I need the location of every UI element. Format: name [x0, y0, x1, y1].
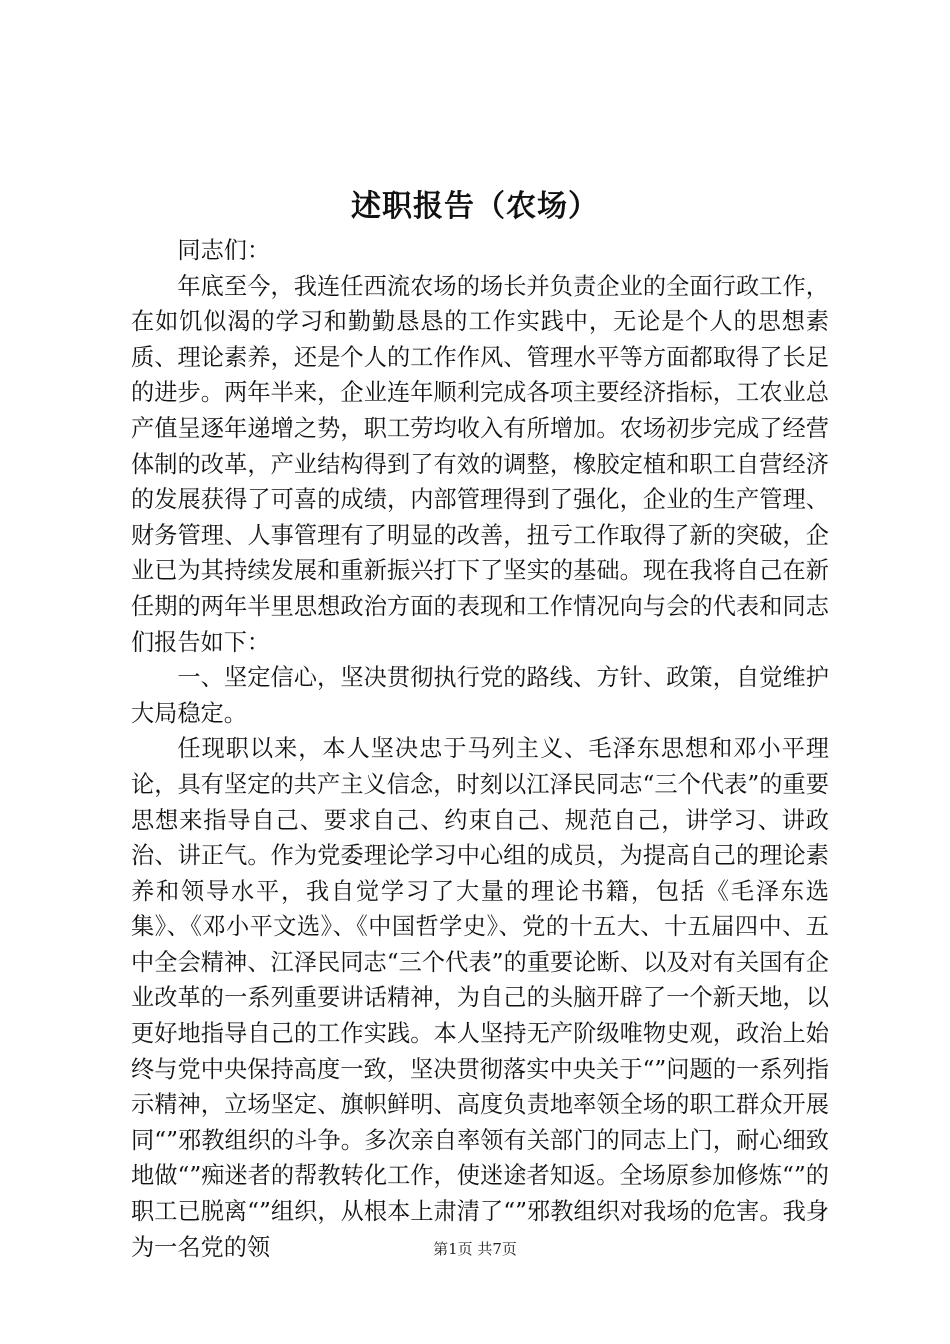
section-heading-paragraph: 一、坚定信心，坚决贯彻执行党的路线、方针、政策，自觉维护大局稳定。 — [131, 664, 829, 727]
document-title: 述职报告（农场） — [351, 189, 599, 224]
document-body — [131, 233, 829, 1265]
body-paragraph: 任现职以来，本人坚决忠于马列主义、毛泽东思想和邓小平理论，具有坚定的共产主义信念，时刻以江泽民同志“三个代表”的重要思想来指导自己、要求自己、约束自己、规范自己，讲学习、讲政治、讲正气。作为党委理论学习中心组的成员，为提高自己的理论素养和领导水平，我自觉学习了大量的理论书籍，包括《毛泽东选集》、《邓小平文选》、《中国哲学史》、党的十五大、十五届四中、五中全会精神、江泽民同志“三个代表”的重要论断、以及对有关国有企业改革的一系列重要讲话精神，为自己的头脑开辟了一个新天地，以更好地指导自己的工作实践。本人坚持无产阶级唯物史观，政治上始终与党中央保持高度一致，坚决贯彻落实中央关于“”问题的一系列指示精神，立场坚定、旗帜鲜明、高度负责地率领全场的职工群众开展同“”邪教组织的斗争。多次亲自率领有关部门的同志上门，耐心细致地做“”痴迷者的帮教转化工作，使迷途者知返。全场原参加修炼“”的职工已脱离“”组织，从根本上肃清了“”邪教组织对我场的危害。我身为一名党的领 — [131, 735, 829, 1261]
intro-paragraph: 年底至今，我连任西流农场的场长并负责企业的全面行政工作，在如饥似渴的学习和勤勤恳恳的工作实践中，无论是个人的思想素质、理论素养，还是个人的工作作风、管理水平等方面都取得了长足的进步。两年半来，企业连年顺利完成各项主要经济指标，工农业总产值呈逐年递增之势，职工劳均收入有所增加。农场初步完成了经营体制的改革，产业结构得到了有效的调整，橡胶定植和职工自营经济的发展获得了可喜的成绩，内部管理得到了强化，企业的生产管理、财务管理、人事管理有了明显的改善，扭亏工作取得了新的突破，企业已为其持续发展和重新振兴打下了坚实的基础。现在我将自己在新任期的两年半里思想政治方面的表现和工作情况向与会的代表和同志们报告如下： — [131, 272, 829, 656]
salutation-paragraph: 同志们： — [177, 237, 271, 264]
page-footer: 第1页 共7页 — [433, 1240, 517, 1258]
